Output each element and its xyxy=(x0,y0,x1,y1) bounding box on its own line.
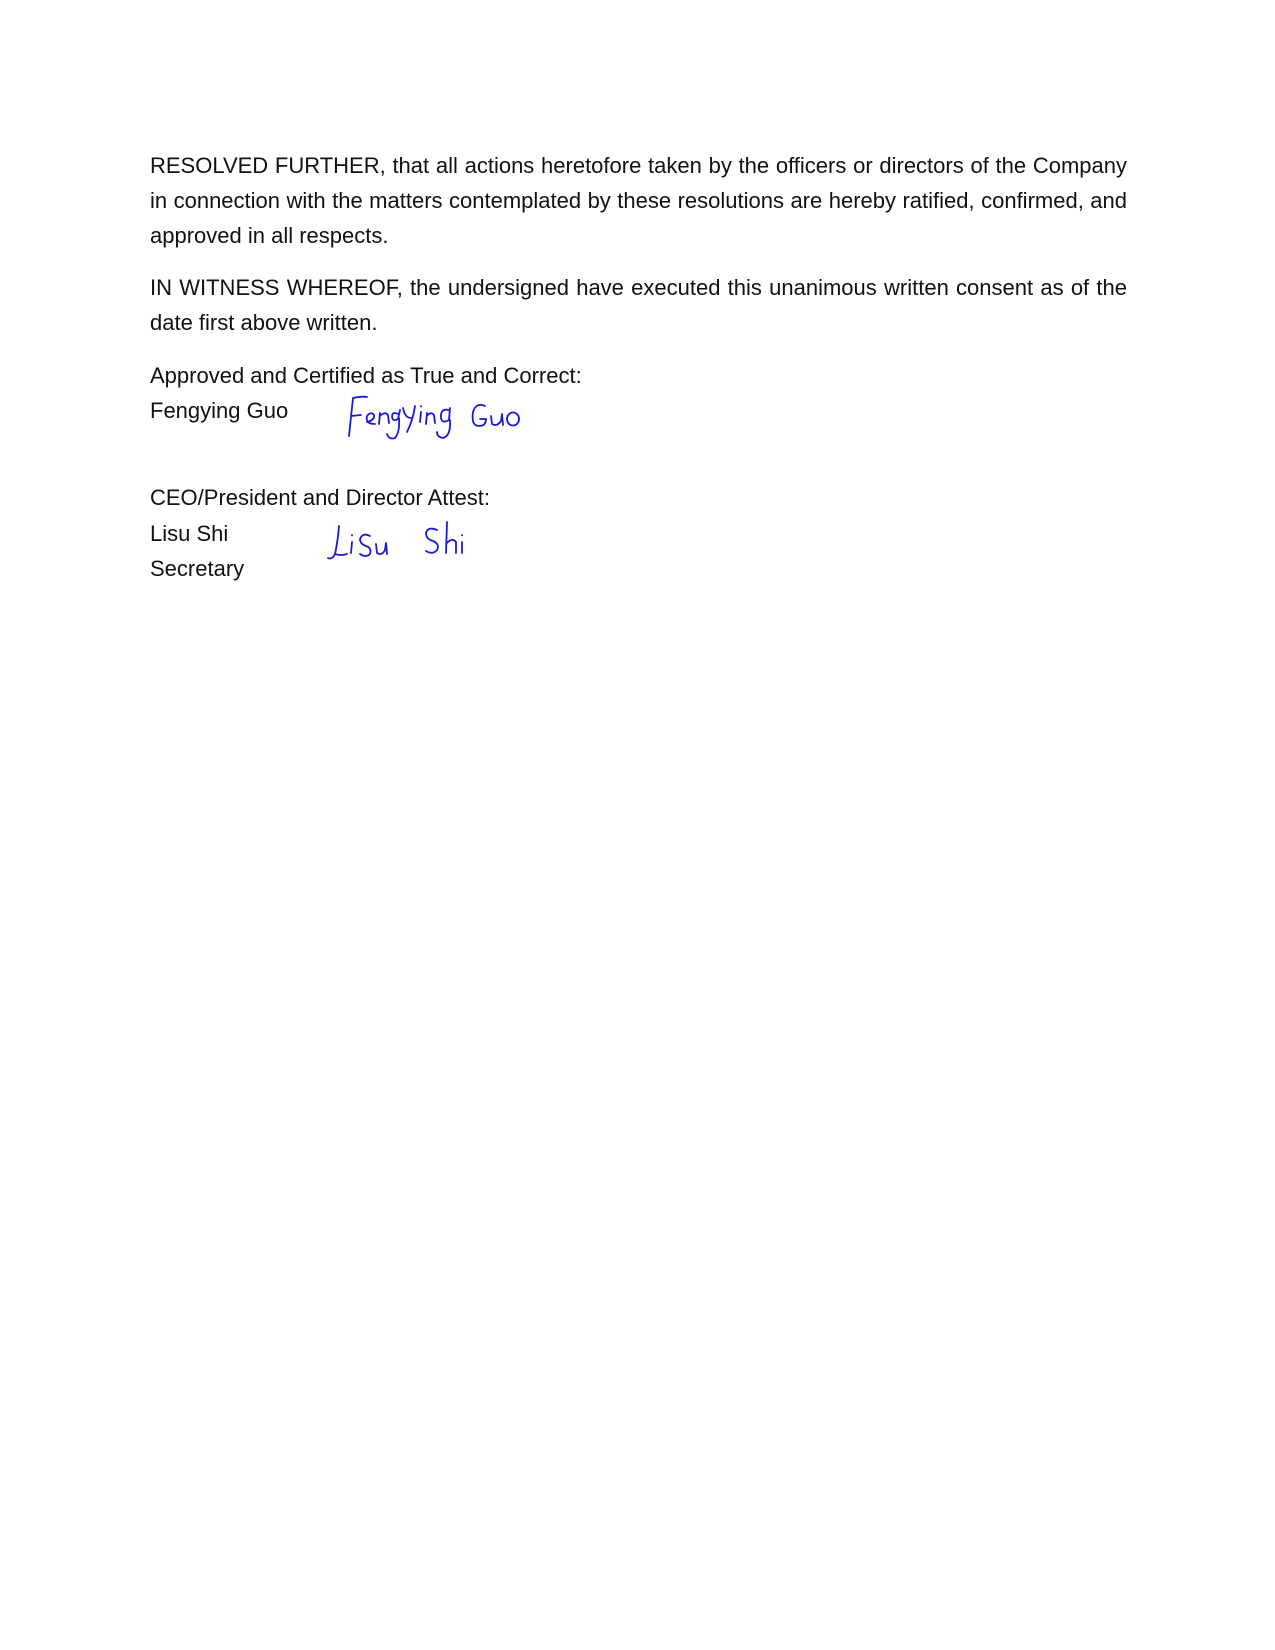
first-signer-name: Fengying Guo xyxy=(150,398,289,423)
attest-heading: CEO/President and Director Attest: xyxy=(150,485,490,510)
second-signer-title: Secretary xyxy=(150,556,245,581)
second-signer-name: Lisu Shi xyxy=(150,521,229,546)
resolved-further-paragraph: RESOLVED FURTHER, that all actions heretofore taken by the officers or directors of the Company in connection with the matters contemplated by these resolutions are hereby ratified, confirmed, and approved in all respects. xyxy=(150,153,1127,248)
in-witness-paragraph: IN WITNESS WHEREOF, the undersigned have executed this unanimous written consent as of the date first above written. xyxy=(150,275,1127,335)
approved-certified-heading: Approved and Certified as True and Correct: xyxy=(150,363,582,388)
lisu-shi-signature xyxy=(325,520,485,578)
fengying-guo-signature xyxy=(345,392,540,450)
